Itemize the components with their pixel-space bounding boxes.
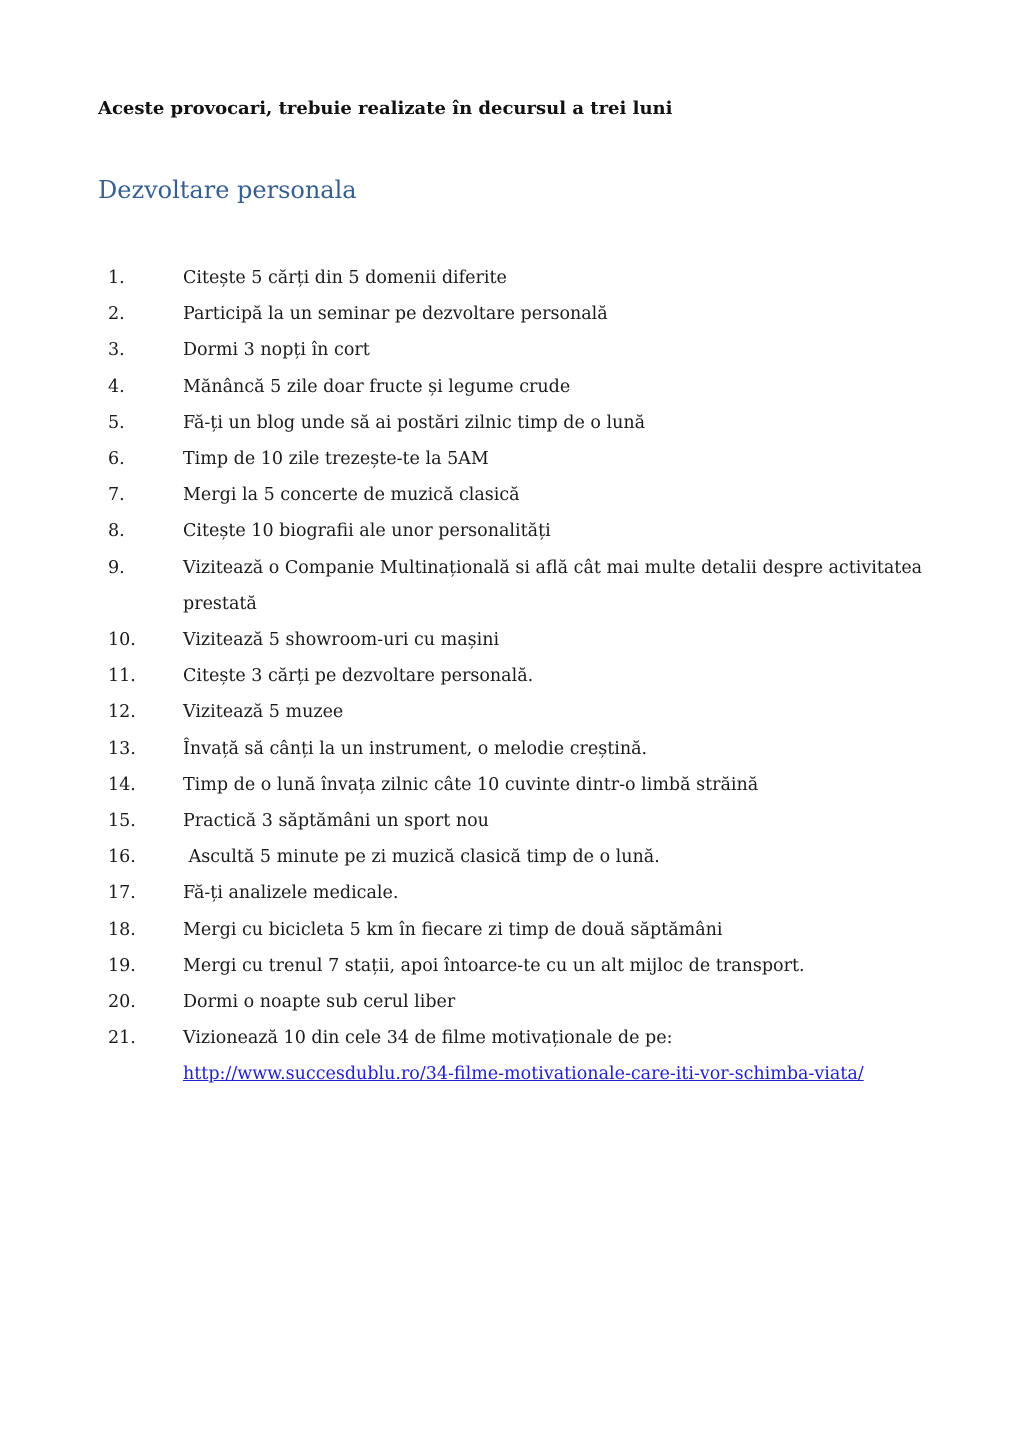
list-item <box>108 875 928 911</box>
item-number: 6. <box>108 449 125 470</box>
item-text: Citește 5 cărți din 5 domenii diferite <box>183 268 507 288</box>
item-text-container <box>183 332 928 368</box>
list-item <box>108 260 928 296</box>
item-text: Ascultă 5 minute pe zi muzică clasică timp de o lună. <box>183 847 660 868</box>
item-number: 7. <box>108 485 125 506</box>
item-number: 2. <box>108 304 125 325</box>
item-text: Vizitează 5 showroom-uri cu mașini <box>183 630 500 651</box>
item-text-container <box>183 622 928 658</box>
item-text-container <box>183 731 928 767</box>
item-number: 19. <box>108 955 136 976</box>
item-number: 20. <box>108 992 136 1013</box>
list-item <box>108 550 928 622</box>
item-number: 13. <box>108 738 136 759</box>
item-text: Dormi 3 nopți în cort <box>183 340 370 361</box>
list-item <box>108 803 928 839</box>
item-number: 1. <box>108 268 125 288</box>
item-number: 3. <box>108 340 125 361</box>
item-text-container <box>183 948 928 984</box>
item-text-container <box>183 260 928 296</box>
item-number: 9. <box>108 557 125 578</box>
list-item <box>108 477 928 513</box>
item-number: 11. <box>108 666 136 687</box>
item-text-container <box>183 513 928 549</box>
item-text-container <box>183 839 928 875</box>
item-text: Învață să cânți la un instrument, o melodie creștină. <box>183 738 648 759</box>
list-item <box>108 948 928 984</box>
item-number: 5. <box>108 412 125 433</box>
list-item <box>108 369 928 405</box>
list-item <box>108 984 928 1020</box>
item-number: 10. <box>108 630 136 651</box>
list-item <box>108 912 928 948</box>
intro-text: Aceste provocari, trebuie realizate în decursul a trei luni <box>98 98 673 119</box>
item-text: Mergi cu bicicleta 5 km în fiecare zi timp de două săptămâni <box>183 919 723 940</box>
item-number: 17. <box>108 883 136 904</box>
movies-link[interactable]: http://www.succesdublu.ro/34-filme-motivationale-care-iti-vor-schimba-viata/ <box>183 1064 864 1085</box>
challenge-list <box>108 260 928 1093</box>
item-text-container <box>183 441 928 477</box>
item-text: Timp de 10 zile trezește-te la 5AM <box>183 449 489 470</box>
item-number: 12. <box>108 702 136 723</box>
section-heading: Dezvoltare personala <box>98 176 357 204</box>
item-text: Citește 3 cărți pe dezvoltare personală. <box>183 666 534 687</box>
list-item <box>108 1020 928 1092</box>
list-item <box>108 332 928 368</box>
list-item <box>108 658 928 694</box>
item-text-container <box>183 694 928 730</box>
item-text: Practică 3 săptămâni un sport nou <box>183 811 489 832</box>
item-text-container <box>183 767 928 803</box>
item-text: Dormi o noapte sub cerul liber <box>183 992 456 1013</box>
list-item <box>108 694 928 730</box>
item-text-container <box>183 477 928 513</box>
item-text: Participă la un seminar pe dezvoltare personală <box>183 304 608 325</box>
item-number: 14. <box>108 774 136 795</box>
item-text-container <box>183 984 928 1020</box>
item-text-container <box>183 296 928 332</box>
list-item <box>108 731 928 767</box>
item-text: Fă-ți analizele medicale. <box>183 883 399 904</box>
item-number: 21. <box>108 1028 136 1049</box>
item-number: 18. <box>108 919 136 940</box>
item-text-container <box>183 550 928 622</box>
item-text-container <box>183 803 928 839</box>
list-item <box>108 441 928 477</box>
item-text: Timp de o lună învața zilnic câte 10 cuvinte dintr-o limbă străină <box>183 774 759 795</box>
list-item <box>108 622 928 658</box>
item-text: Vizitează 5 muzee <box>183 702 344 723</box>
list-item <box>108 839 928 875</box>
list-item <box>108 513 928 549</box>
item-text: Mergi la 5 concerte de muzică clasică <box>183 485 520 506</box>
item-number: 16. <box>108 847 136 868</box>
item-text: Mănâncă 5 zile doar fructe și legume crude <box>183 376 571 397</box>
item-text: Fă-ți un blog unde să ai postări zilnic timp de o lună <box>183 412 646 433</box>
item-text-container <box>183 658 928 694</box>
item-number: 15. <box>108 811 136 832</box>
list-item <box>108 767 928 803</box>
item-text: Citește 10 biografii ale unor personalități <box>183 521 551 542</box>
item-text-container <box>183 405 928 441</box>
item-text-container <box>183 875 928 911</box>
item-text-container <box>183 1020 928 1092</box>
item-number: 4. <box>108 376 125 397</box>
item-number: 8. <box>108 521 125 542</box>
item-text-container <box>183 369 928 405</box>
item-text: Mergi cu trenul 7 stații, apoi întoarce-te cu un alt mijloc de transport. <box>183 955 805 976</box>
item-text: Vizionează 10 din cele 34 de filme motivaționale de pe: <box>183 1028 673 1049</box>
list-item <box>108 296 928 332</box>
item-text: Vizitează o Companie Multinațională si află cât mai multe detalii despre activitatea prestată <box>183 557 928 614</box>
list-item <box>108 405 928 441</box>
item-text-container <box>183 912 928 948</box>
